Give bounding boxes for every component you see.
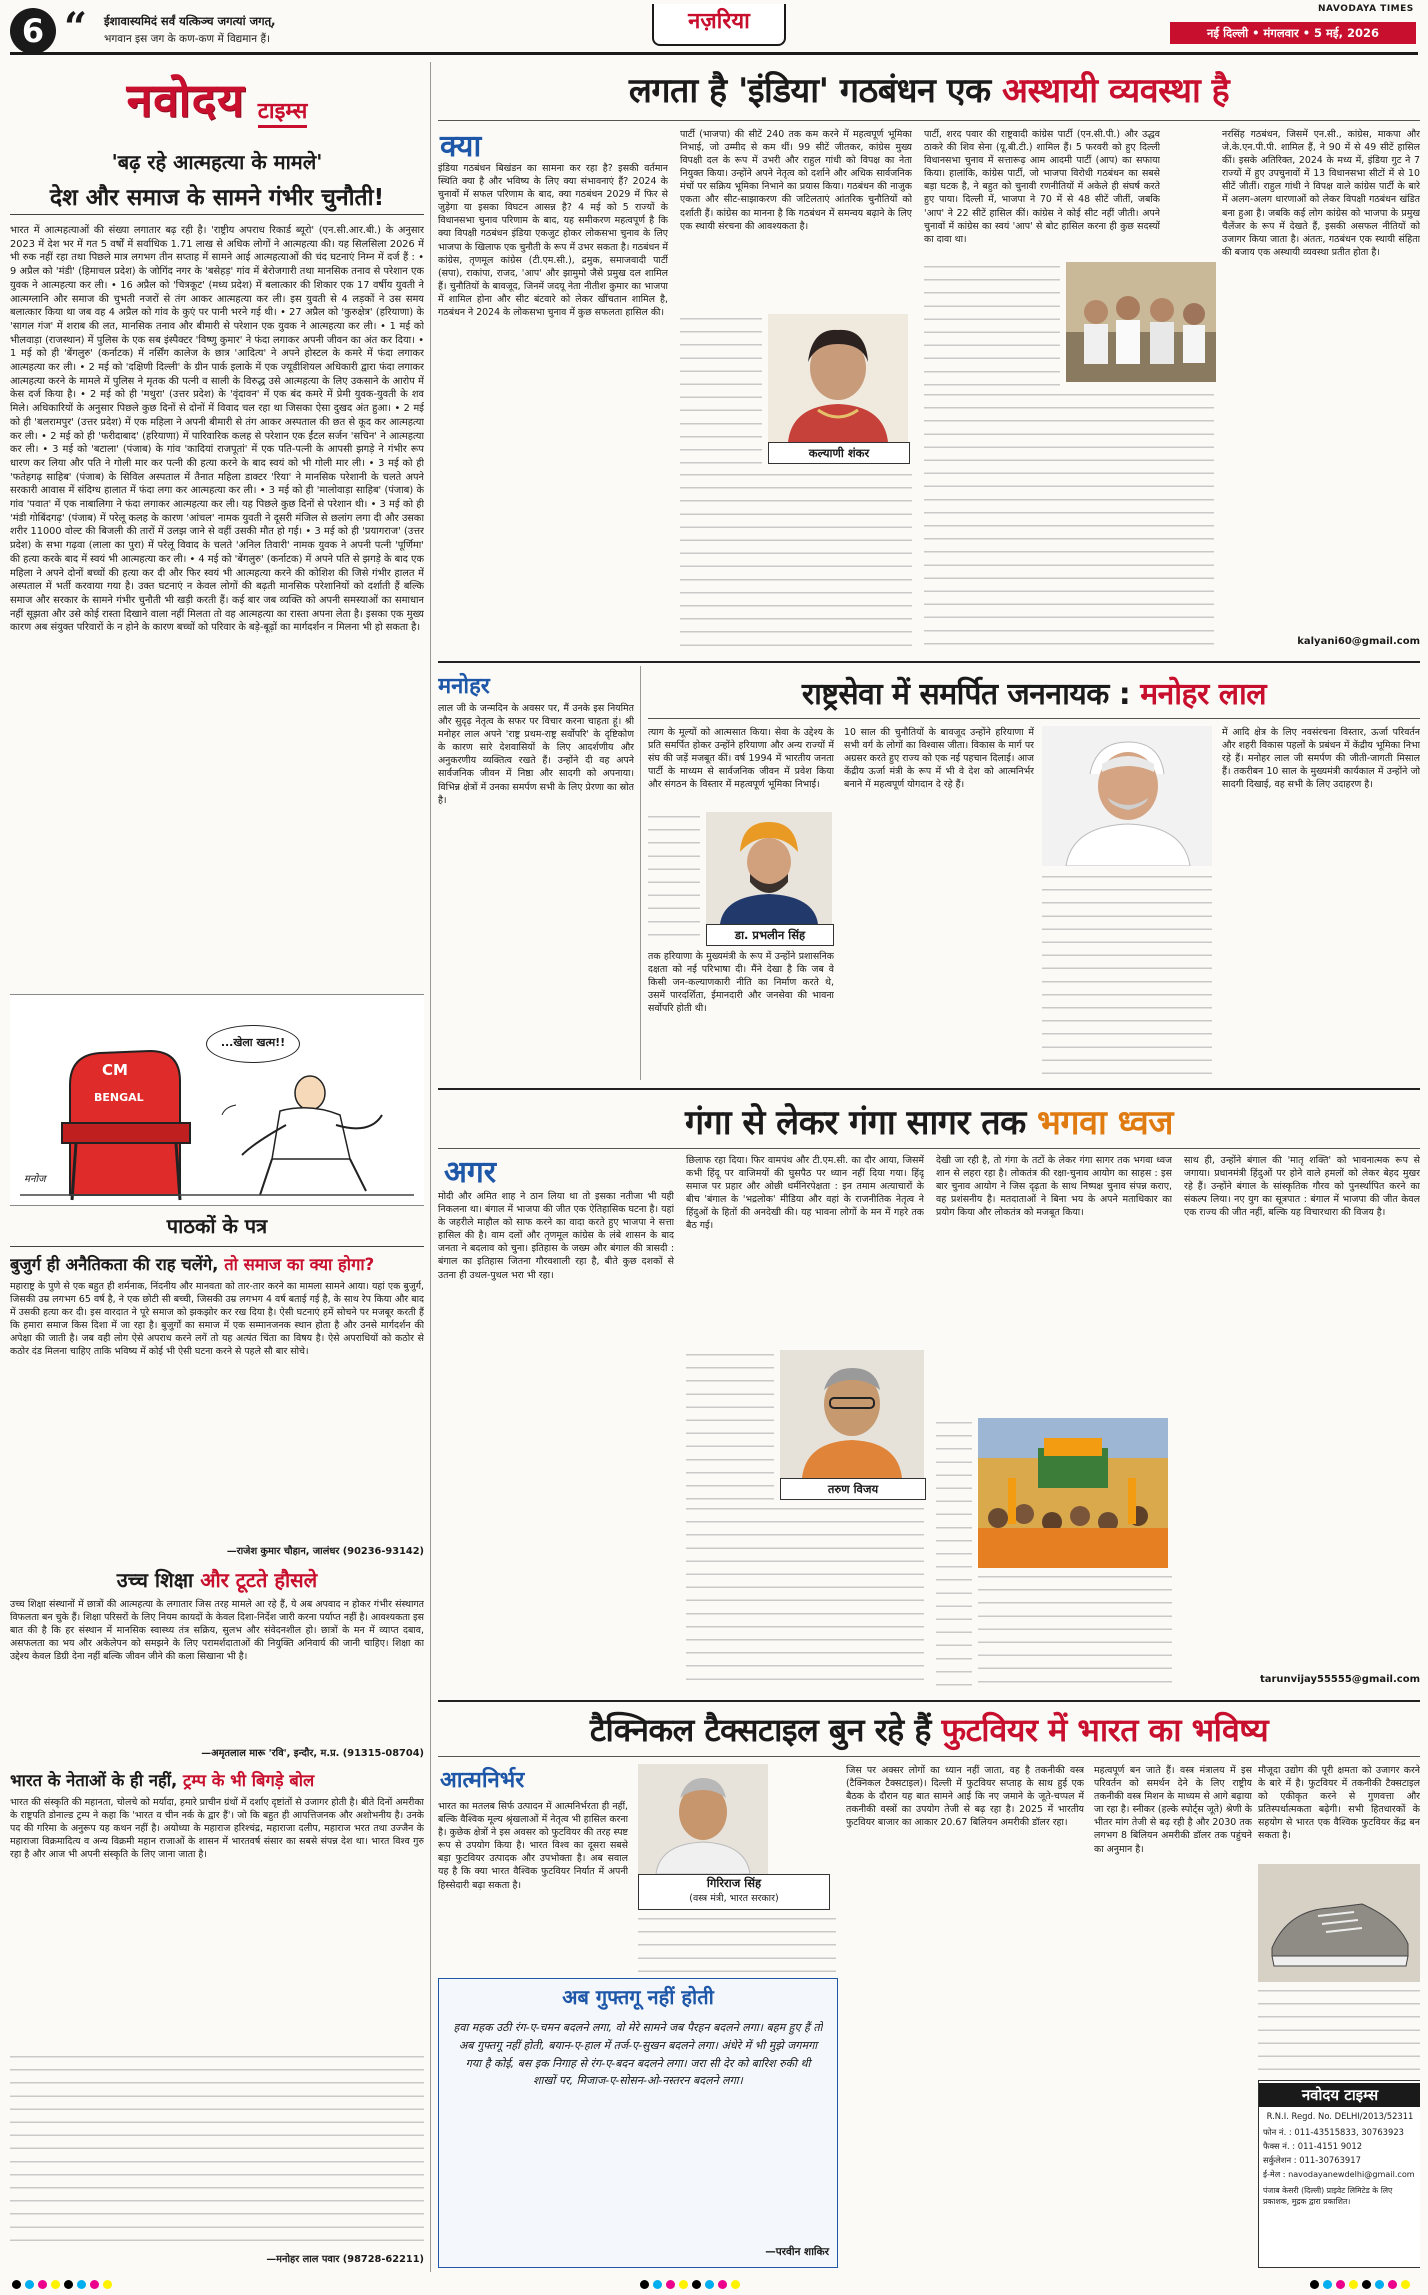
editorial-logo-main: नवोदय: [126, 73, 245, 127]
registration-dots-left: [12, 2280, 112, 2289]
article2-col4: में आदि क्षेत्र के लिए नवसंरचना विस्तार, ऊर्जा परिवर्तन और शहरी विकास पहलों के प्रबंधन में केंद्रीय भूमिका निभा रहे हैं। मनोहर लाल जी समर्पण की जीती-जागती मिसाल हैं। तकरीबन 10 साल के मुख्यमंत्री कार्यकाल में उन्होंने जो सादगी दिखाई, वह सभी के लिए उदाहरण है।: [1222, 727, 1420, 791]
article1-headline: [438, 66, 1420, 112]
letter3-title-a: भारत के नेताओं के ही नहीं,: [10, 1771, 178, 1790]
editorial-logo: [82, 68, 352, 128]
article4-col2: जिस पर अक्सर लोगों का ध्यान नहीं जाता, वह है तकनीकी वस्त्र (टैक्निकल टैक्सटाइल)। दिल्ली में फुटवियर सप्ताह के साथ हुई एक बैठक के दौरान यह बात सामने आई कि नए जमाने के जूते-चप्पल में तकनीकी वस्त्रों का उपयोग तेजी से बढ़ रहा है। 2025 में भारतीय फुटवियर बाजार का आकार 20.67 बिलियन अमरीकी डॉलर रहा।: [846, 1765, 1084, 1829]
letter2-body: उच्च शिक्षा संस्थानों में छात्रों की आत्महत्या के लगातार जिस तरह मामले आ रहे हैं, ये अब अपवाद न होकर गंभीर संस्थागत विफलता बन चुके हैं। शिक्षा परिसरों के लिए नियम कायदों के केवल दिशा-निर्देश जारी करना पर्याप्त नहीं है। आवश्यकता इस बात की है कि हर संस्थान में मानसिक स्वास्थ्य तंत्र सक्रिय, सुलभ और संवेदनशील हो। छात्रों के मन में व्याप्त दबाव, असफलता का भय और अकेलेपन को समझने के लिए परामर्शदाताओं की नियुक्ति अनिवार्य की जानी चाहिए। शिक्षा का उद्देश्य केवल डिग्री देना नहीं बल्कि जीवन जीने की कला सिखाना भी है।: [10, 1599, 424, 1663]
article3-headline-a: गंगा से लेकर गंगा सागर तक: [684, 1103, 1026, 1143]
article2-col3: 10 साल की चुनौतियों के बावजूद उन्होंने हरियाणा में सभी वर्ग के लोगों का विश्वास जीता। विकास के मार्ग पर अग्रसर करते हुए राज्य को एक नई पहचान दिलाई। आज केंद्रीय ऊर्जा मंत्री के रूप में भी वे देश को आत्मनिर्भर बनाने में महत्वपूर्ण योगदान दे रहे हैं।: [844, 727, 1034, 791]
article2-bottom-rule: [438, 1088, 1420, 1090]
letter3-continued: [10, 2052, 424, 2248]
author-photo-prabhleen: [706, 812, 832, 924]
article2-headline-a: राष्ट्रसेवा में समर्पित जननायक :: [801, 677, 1131, 712]
author-photo-kalyani: [768, 314, 908, 442]
article3-bottom-rule: [438, 1700, 1420, 1702]
imprint-phone: फोन नं. : 011-43515833, 30763923: [1263, 2127, 1404, 2137]
article3-headline-b: भगवा ध्वज: [1037, 1103, 1174, 1143]
ghazal-body: हवा महक उठी रंग-ए-चमन बदलने लगा, वो मेरे सामने जब पैरहन बदलने लगा। बहम हुए हैं तो अब गुफ्तगू नहीं होती, बयान-ए-हाल में तर्ज-ए-सुखन बदलने लगा। अंधेरे में भी मुझे जगमगा गया है कोई, बस इक निगाह से रंग-ए-बदन बदलने लगा। जरा सी देर को बारिश रुकी थी शाखों पर, मिजाज-ए-सोसन-ओ-नस्तरन बदलने लगा।: [453, 2021, 823, 2088]
registration-dots-right: [1310, 2280, 1410, 2289]
politicians-photo-icon: [1066, 262, 1216, 382]
article3-photo: [978, 1418, 1168, 1568]
article1-headline-b: अस्थायी व्यवस्था है: [1002, 71, 1230, 111]
article1-col2-lower: [680, 470, 912, 654]
article2-headline: [648, 672, 1420, 713]
letter2-title-a: उच्च शिक्षा: [116, 1568, 194, 1592]
registration-dots-center: [640, 2280, 740, 2289]
article2-rule: [648, 718, 1420, 719]
article3-col3: देखी जा रही है, तो गंगा के तटों के लेकर गंगा सागर तक भगवा ध्वज शान से लहरा रहा है। लोकतंत्र की रक्षा-चुनाव आयोग का साहस : इस बार चुनाव आयोग ने जिस दृढ़ता के साथ निष्पक्ष चुनाव संपन्न कराए, वह प्रशंसनीय है। मतदाताओं ने बिना भय के अपने मताधिकार का प्रयोग किया और लोकतंत्र को मजबूत किया।: [936, 1155, 1172, 1219]
ghazal-title: अब गुफ्तगू नहीं होती: [562, 1985, 714, 2009]
editorial-title-rule: [10, 214, 424, 215]
article1-author-name: कल्याणी शंकर: [768, 442, 910, 464]
ghazal-box: [438, 1978, 838, 2268]
left-column-divider: [430, 62, 431, 2272]
article2-author-name: डा. प्रभलीन सिंह: [706, 924, 834, 946]
author-portrait-icon: [638, 1764, 768, 1874]
article4-headline-a: टैक्निकल टैक्सटाइल बुन रहे हैं: [589, 1711, 931, 1749]
article3-dropcap: अगर: [444, 1155, 497, 1190]
sneaker-photo-icon: [1258, 1864, 1420, 1982]
article1-bottom-rule: [438, 661, 1420, 663]
cartoon-speech-bubble: ...खेला खत्म!!: [206, 1025, 300, 1063]
masthead: [0, 0, 1428, 62]
brand-small: NAVODAYA TIMES: [1318, 4, 1414, 14]
article2-col3-lower: [1042, 872, 1212, 1078]
letter1-title-a: बुजुर्ग ही अनैतिकता की राह चलेंगे,: [10, 1255, 219, 1274]
masthead-rule: [10, 52, 1418, 55]
article1-col2-cont: [680, 314, 762, 464]
imprint-note: पंजाब केसरी (दिल्ली) प्राइवेट लिमिटेड के लिए प्रकाशक, मुद्रक द्वारा प्रकाशित।: [1263, 2186, 1393, 2206]
author-portrait-icon: [706, 812, 832, 924]
letter1-body: महाराष्ट्र के पुणे से एक बहुत ही शर्मनाक, निंदनीय और मानवता को तार-तार करने का मामला सामने आया। यहां एक बुजुर्ग, जिसकी उम्र लगभग 65 वर्ष है, ने एक छोटी सी बच्ची, जिसकी उम्र लगभग 4 वर्ष बताई गई है, के साथ रेप किया और बाद में उसकी हत्या कर दी। इस वारदात ने पूरे समाज को झकझोर कर रख दिया है। ऐसी घटनाएं हमें सोचने पर मजबूर करती हैं कि हमारा समाज किस दिशा में जा रहा है। बुजुर्गों का समाज में एक सम्मानजनक स्थान होता है और उनसे मार्गदर्शन की अपेक्षा की जाती है। जब वही लोग ऐसे अपराध करने लगें तो यह अत्यंत चिंता का विषय है। ऐसे अपराधियों को कठोर से कठोर दंड मिलना चाहिए ताकि भविष्य में कोई भी ऐसी घटना करने से पहले सौ बार सोचे।: [10, 1281, 424, 1358]
author-photo-giriraj: [638, 1764, 768, 1874]
article2-side-divider: [640, 666, 641, 1080]
article2-side-body: लाल जी के जन्मदिन के अवसर पर, मैं उनके इस नियमित और सुदृढ़ नेतृत्व के सफर पर विचार करना चाहता हूं। श्री मनोहर लाल अपने 'राष्ट्र प्रथम-राष्ट्र सर्वोपरि' के दृष्टिकोण के कारण सारे देशवासियों के लिए आदर्शणीय और अनुकरणीय व्यक्तित्व रखते हैं। उन्होंने दी वह अपने सार्वजनिक जीवन में निष्ठा और सादगी को अपनाया। विभिन्न क्षेत्रों में उनका समर्पण सभी के लिए प्रेरणा का स्रोत है।: [438, 703, 634, 806]
article1-col2: पार्टी (भाजपा) की सीटें 240 तक कम करने में महत्वपूर्ण भूमिका निभाई, जो उम्मीद से कम थीं। 99 सीटें जीतकर, कांग्रेस मुख्य विपक्षी दल के रूप में उभरी और राहुल गांधी को विपक्ष का नेता नियुक्त किया। उन्होंने अपने नेतृत्व को दर्शाने और अधिक सार्वजनिक मंचों पर सक्रिय भूमिका निभाने का प्रयास किया। गठबंधन की नाजुक एकता और सीट-साझाकरण की जटिलताएं आंतरिक चुनौतियों को दर्शाती हैं। कांग्रेस का मानना है कि गठबंधन में समन्वय बढ़ाने के लिए एक स्थायी संरचना की आवश्यकता है।: [680, 129, 912, 232]
article2-headline-b: मनोहर लाल: [1140, 677, 1267, 712]
article3-col2-lower: [686, 1504, 924, 1690]
quote-mark-icon: “: [64, 4, 88, 51]
imprint-circulation: सर्कुलेशन : 011-30763917: [1263, 2155, 1361, 2165]
imprint-logo: नवोदय टाइम्स: [1259, 2083, 1420, 2107]
article4-col4: मौजूदा उद्योग की पूरी क्षमता को उजागर करने के बारे में है। फुटवियर में तकनीकी टैक्सटाइल को एकीकृत करने से गुणवत्ता और प्रतिस्पर्धात्मकता बढ़ेगी। सभी हितधारकों के सहयोग से भारत एक वैश्विक फुटवियर केंद्र बन सकता है।: [1258, 1765, 1420, 1842]
cartoon-chair-sub: BENGAL: [94, 1091, 144, 1104]
letters-rule: [10, 1246, 424, 1247]
article4: [438, 1704, 1420, 2270]
letter1-byline: —राजेश कुमार चौहान, जालंधर (90236-93142): [226, 1546, 424, 1557]
letter2-byline: —अमृतलाल मारू 'रवि', इन्दौर, म.प्र. (91315-08704): [201, 1748, 424, 1759]
cartoon: [10, 994, 424, 1206]
article4-author-box: [638, 1874, 830, 1910]
article1-col3-lower: [924, 390, 1214, 654]
article3-col3-lower: [978, 1572, 1172, 1690]
article4-author-name: गिरिराज सिंह: [706, 1876, 762, 1890]
editorial: [10, 62, 424, 1247]
article1-email: kalyani60@gmail.com: [1297, 636, 1420, 647]
article2-side-head: मनोहर: [438, 674, 490, 699]
article3-email: tarunvijay55555@gmail.com: [1259, 1674, 1420, 1685]
section-tab: [652, 4, 786, 46]
article1-dropcap: क्या: [440, 129, 482, 164]
cartoon-drawing: [10, 995, 424, 1205]
author-portrait-icon: [768, 314, 908, 442]
article2-col1: त्याग के मूल्यों को आत्मसात किया। सेवा के उद्देश्य के प्रति समर्पित होकर उन्होंने हरियाणा और अन्य राज्यों में संघ की जड़ें मजबूत कीं। वर्ष 1994 में भारतीय जनता पार्टी के माध्यम से सार्वजनिक जीवन में प्रवेश किया और संगठन के विस्तार में महत्वपूर्ण भूमिका निभाई।: [648, 727, 834, 791]
article2-col2: तक हरियाणा के मुख्यमंत्री के रूप में उन्होंने प्रशासनिक दक्षता को नई परिभाषा दी। मैंने देखा है कि जब वे किसी जन-कल्याणकारी नीति का निर्माण करते थे, उसमें पारदर्शिता, ईमानदारी और जनसेवा की भावना सर्वोपरि होती थी।: [648, 951, 834, 1015]
editorial-body: भारत में आत्महत्याओं की संख्या लगातार बढ़ रही है। 'राष्ट्रीय अपराध रिकार्ड ब्यूरो' (एन.सी.आर.बी.) के अनुसार 2023 में देश भर में गत 5 वर्षों में सर्वाधिक 1.71 लाख से अधिक लोगों ने आत्महत्या की। यह सिलसिला 2026 में भी रुक नहीं रहा तथा पिछले मात्र लगभग तीन सप्ताह में सामने आई आत्महत्याओं की चंद घटनाएं निम्न में दर्ज हैं : • 9 अप्रैल को 'मंडी' (हिमाचल प्रदेश) के जोगिंद नगर के 'बसेहड़' गांव में बेरोजगारी तथा मानसिक तनाव से परेशान एक युवक ने आत्महत्या कर ली। • 16 अप्रैल को 'चित्रकूट' (मध्य प्रदेश) में बलात्कार की शिकार एक 17 वर्षीय युवती ने आत्मग्लानि और समाज की चुभती नजरों से तंग आकर आत्महत्या कर ली। इस युवती से 4 लड़कों ने उस समय बलात्कार किया था जब वह 4 अप्रैल को गांव के कुएं पर पानी भरने गई थी। • 27 अप्रैल को 'कुरुक्षेत्र' (हरियाणा) के 'सागल गंज' में शराब की लत, मानसिक तनाव और बीमारी से परेशान एक युवक ने आत्महत्या कर ली। • 1 मई को भीलवाड़ा (राजस्थान) में पुलिस के एक सब इंस्पैक्टर 'विष्णु कुमार' ने फंदा लगाकर अपनी जीवन का अंत कर दिया। • 1 मई को ही 'बेंगलुरु' (कर्नाटक) में नर्सिंग कालेज के छात्र 'आदित्य' ने अपने होस्टल के कमरे में फंदा लगाकर आत्महत्या कर ली। • 2 मई को 'दक्षिणी दिल्ली' के ग्रीन पार्क इलाके में एक ज्यूडीशियल अधिकारी द्वारा फंदा लगाकर आत्महत्या करने के मामले में पुलिस ने मृतक की पत्नी व साली के विरुद्ध उसे आत्महत्या के लिए उकसाने के आरोप में केस दर्ज किया है। • 2 मई को ही 'मथुरा' (उत्तर प्रदेश) के 'वृंदावन' में एक बंद कमरे में प्रेमी युवक-युवती के शव मिले। अधिकारियों के अनुसार पिछले कुछ दिनों से दोनों में विवाद चल रहा था जिसका ऐसा दुखद अंत हुआ। • 2 मई को ही 'बलरामपुर' (उत्तर प्रदेश) में एक महिला ने अपनी बीमारी से तंग आकर अस्पताल की छत से कूद कर आत्महत्या कर ली। • 2 मई को ही 'फरीदाबाद' (हरियाणा) में पारिवारिक कलह से परेशान एक ईंटल सर्जन 'सचिन' ने आत्महत्या कर ली। • 3 मई को 'बटाला' (पंजाब) के गांव 'कादियां राजपूतां' में एक पति-पत्नी के आपसी झगड़े ने गंभीर रूप धारण कर लिया और पति ने गोली मार कर पत्नी की हत्या करने के बाद स्वयं को भी गोली मार ली। • 3 मई को ही 'फतेहगढ़ साहिब' (पंजाब) के सिविल अस्पताल में तैनात महिला डाक्टर 'रिया' ने मानसिक परेशानी के चलते अपने सरकारी आवास में संदिग्ध हालात में फंदा लगा कर आत्महत्या कर ली। • 3 मई को ही 'मालोवाड़ा साहिब' (पंजाब) के गांव 'पवात' में एक नाबालिगा ने फंदा लगाकर आत्महत्या कर ली। यह पिछले कुछ दिनों से परेशान थी। • 3 मई को ही 'मंडी गोबिंदगढ़' (पंजाब) में परेलू कलह के कारण 'आंचल' नामक युवती ने दूसरी मंजिल से छलांग लगा दी और उसका शरीर 11000 वोल्ट की बिजली की तारों में उलझ जाने से वहीं उसकी मौत हो गई। • 3 मई को ही 'प्रयागराज' (उत्तर प्रदेश) के सभा गढ़वा (लाला का पुरा) में परेलू विवाद के चलते 'अनिल तिवारी' नामक युवक ने अपनी पत्नी 'पूर्णिमा' की हत्या करके बाद में स्वयं भी आत्महत्या कर ली। • 4 मई को 'बेंगलुरु' (कर्नाटक) में अपने पति से झगड़े के बाद एक महिला ने अपने दोनों बच्चों की हत्या कर दी और फिर स्वयं भी आत्महत्या करने की कोशिश की जिसे गंभीर हालत में अस्पताल में भर्ती करवाया गया है। उक्त घटनाएं न केवल लोगों की बढ़ती मानसिक परेशानियों को दर्शाती हैं बल्कि समाज और सरकार के सामने गंभीर चुनौती भी खड़ी करती हैं। कई बार जब व्यक्ति को अपनी समस्याओं का समाधान नहीं सूझता और उसे कोई रास्ता दिखाने वाला नहीं मिलता तो वह आत्महत्या का रास्ता अपना लेता है। इसका एक मुख्य कारण अब संयुक्त परिवारों के न होने के कारण बच्चों को परिवार के बड़े-बूढ़ों का मार्गदर्शन न मिलना भी हो सकता है।: [10, 225, 424, 634]
editorial-title-line2: देश और समाज के सामने गंभीर चुनौती!: [49, 185, 385, 211]
imprint-box: [1258, 2080, 1420, 2268]
letters-heading: पाठकों के पत्र: [166, 1214, 268, 1238]
dateline: नई दिल्ली • मंगलवार • 5 मई, 2026: [1170, 22, 1416, 44]
letter3-byline: —मनोहर लाल पवार (98728-62211): [266, 2254, 424, 2265]
manohar-lal-portrait-icon: [1042, 726, 1212, 866]
cartoon-chair-label: CM: [102, 1061, 128, 1079]
article3-author-name: तरुण विजय: [780, 1478, 926, 1500]
article4-col1-cont: [638, 1914, 836, 1972]
masthead-quote-sub: भगवान इस जग के कण-कण में विद्यमान हैं।: [104, 33, 270, 45]
article2-col1-left: [648, 812, 700, 946]
article4-rule: [438, 1756, 1420, 1757]
author-portrait-icon: [780, 1350, 924, 1478]
print-registration-strip: [0, 2278, 1428, 2292]
article1-col3-left: [924, 262, 1060, 386]
article4-headline-b: फुटवियर में भारत का भविष्य: [941, 1711, 1269, 1749]
article1-rule: [438, 120, 1420, 121]
article4-col4-lower: [1258, 1986, 1420, 2076]
letter3-title-b: ट्रम्प के भी बिगड़े बोल: [183, 1771, 315, 1790]
letter3-title: [10, 1768, 424, 1791]
author-photo-tarun: [780, 1350, 924, 1478]
letters: [10, 1246, 424, 2271]
section-label: नज़रिया: [688, 9, 750, 34]
article4-side-head: आत्मनिर्भर: [440, 1768, 525, 1793]
article3-col2: छिलाफ रहा दिया। फिर वामपंथ और टी.एम.सी. का दौर आया, जिसमें कभी हिंदू पर वाजिमयों की घुसपैठ पर ध्यान नहीं दिया गया। हिंदू समाज पर प्रहार और ओछी धर्मनिरपेक्षता : इन तमाम अत्याचारों के बीच 'बंगाल के 'भद्रलोक' मीडिया और वहां के राजनीतिक नेतृत्व ने हिंदुओं के हितों की अनदेखी की। यह भावना लोगों के मन में गहरे तक बैठ गई।: [686, 1155, 924, 1232]
letter1-title: [10, 1252, 424, 1275]
imprint-regno: R.N.I. Regd. No. DELHI/2013/52311: [1266, 2111, 1414, 2121]
article3-col1: मोदी और अमित शाह ने ठान लिया था तो इसका नतीजा भी यही निकलना था। बंगाल में भाजपा की जीत एक ऐतिहासिक घटना है। यहां के जहरीले माहौल को साफ करने का वादा करते हुए भाजपा ने सत्ता हासिल की है। वाम दलों और तृणमूल कांग्रेस के लंबे शासन के बाद जनता ने बदलाव को चुना। इतिहास के जख्म और बंगाल की त्रासदी : बंगाल का इतिहास जितना गौरवशाली रहा है, बीते कुछ दशकों से उतना ही उथल-पुथल भरा भी रहा।: [438, 1191, 674, 1281]
article3-col3-left: [936, 1418, 972, 1690]
imprint-fax: फैक्स नं. : 011-4151 9012: [1263, 2141, 1363, 2151]
article2-photo: [1042, 726, 1212, 866]
article3-rule: [438, 1148, 1420, 1149]
article4-author-role: (वस्त्र मंत्री, भारत सरकार): [689, 1893, 779, 1904]
page-number: 6: [10, 8, 56, 54]
article4-col3: महत्वपूर्ण बन जाते हैं। वस्त्र मंत्रालय में इस परिवर्तन को समर्थन देने के लिए राष्ट्रीय तकनीकी वस्त्र मिशन के माध्यम से आगे बढ़ाया जा रहा है। स्नीकर (हल्के स्पोर्ट्स जूते) श्रेणी के भीतर मांग तेजी से बढ़ रही है और 2030 तक लगभग 8 बिलियन अमरीकी डॉलर तक पहुंचने का अनुमान है।: [1094, 1765, 1252, 1855]
ghazal-byline: —परवीन शाकिर: [765, 2246, 829, 2258]
cartoon-signature: मनोज: [24, 1174, 46, 1185]
article1-col1: इंडिया गठबंधन बिखंडन का सामना कर रहा है? इसकी वर्तमान स्थिति क्या है और भविष्य के लिए क्या संभावनाएं हैं? 2024 के चुनावों में सफल परिणाम के बाद, क्या गठबंधन 2029 में फिर से जुड़ेगा या इसका विघटन आसन्न है? 4 मई को 5 राज्यों के विधानसभा चुनाव परिणाम के बाद, यह समीकरण महत्वपूर्ण है कि क्या विपक्षी गठबंधन इंडिया एकजुट होकर लोकसभा चुनाव के लिए भाजपा के खिलाफ एक चुनौती के रूप में उभर सकता है। गठबंधन में कांग्रेस, तृणमूल कांग्रेस (टी.एम.सी.), द्रमुक, समाजवादी पार्टी (सपा), राकांपा, राजद, 'आप' और झामुमो जैसे प्रमुख दल शामिल हैं। चुनौतियों के बावजूद, जिनमें जदयू नेता नीतीश कुमार का भाजपा में शामिल होना और सीट बंटवारे को लेकर खींचतान शामिल है, गठबंधन ने 2024 के लोकसभा चुनाव में कुछ सफलता हासिल की।: [438, 163, 668, 319]
rally-crowd-photo-icon: [978, 1418, 1168, 1568]
article3-col4: साथ ही, उन्होंने बंगाल की 'मातृ शक्ति' को भावनात्मक रूप से जगाया। प्रधानमंत्री हिंदुओं पर होने वाले हमलों को लेकर बेहद मुखर रहे हैं। उन्होंने बंगाल के सांस्कृतिक गौरव को पुनर्स्थापित करने का संकल्प लिया। नए युग का सूत्रपात : बंगाल में भाजपा की जीत केवल एक राज्य की जीत नहीं, बल्कि यह विचारधारा की विजय है।: [1184, 1155, 1420, 1219]
article1-headline-a: लगता है 'इंडिया' गठबंधन एक: [628, 71, 991, 111]
article3-col2-left: [686, 1350, 774, 1500]
letter2-title: [10, 1566, 424, 1593]
article1-photo: [1066, 262, 1216, 382]
article3: [438, 1092, 1420, 1696]
article4-headline: [438, 1708, 1420, 1751]
masthead-quote: ईशावास्यमिदं सर्वं यत्किञ्च जगत्यां जगत्,: [104, 14, 276, 28]
editorial-logo-sub: टाइम्स: [258, 95, 308, 128]
article3-headline: [438, 1098, 1420, 1144]
article2: [438, 666, 1420, 1084]
imprint-email: ई-मेल : navodayanewdelhi@gmail.com: [1263, 2169, 1415, 2179]
article4-col1: भारत का मतलब सिर्फ उत्पादन में आत्मनिर्भरता ही नहीं, बल्कि वैश्विक मूल्य श्रृंखलाओं में नेतृत्व भी हासिल करना है। कुछेक क्षेत्रों ने इस अवसर को फुटवियर की तरह स्पष्ट रूप से उपयोग किया है। भारत विश्व का दूसरा सबसे बड़ा फुटवियर उत्पादक और उपभोक्ता है। अब सवाल यह है कि क्या भारत वैश्विक फुटवियर निर्यात में अपनी हिस्सेदारी बढ़ा सकता है।: [438, 1801, 628, 1891]
letter3-body: भारत की संस्कृति की महानता, चोलचे को मर्यादा, हमारे प्राचीन ग्रंथों में दर्शाए दृष्टांतों से उजागर होती है। बीते दिनों अमरीका के राष्ट्रपति डोनाल्ड ट्रम्प ने कहा कि 'भारत व चीन नर्क के द्वार हैं'। जो कि बहुत ही आपत्तिजनक और अशोभनीय है। उनके पद की गरिमा के अनुरूप यह कथन नहीं है। अयोध्या के महाराज हरिश्चंद्र, महाराजा दलीप, महाराज भरत तथा उज्जैन के महाराजा विक्रमादित्य व अन्य विक्रमी महान राजाओं के शासन में भारतवर्ष संसार का सबसे संपन्न देश था। भारत विश्व गुरु रहा है और आज भी अपनी संस्कृति के लिए जाना जाता है।: [10, 1797, 424, 1861]
letter1-title-b: तो समाज का क्या होगा?: [224, 1255, 375, 1274]
article1-col3: पार्टी, शरद पवार की राष्ट्रवादी कांग्रेस पार्टी (एन.सी.पी.) और उद्धव ठाकरे की शिव सेना (यू.बी.टी.) शामिल हैं। 5 फरवरी को हुए दिल्ली विधानसभा चुनाव में सत्तारूढ़ आम आदमी पार्टी (आप) का सफाया किया। हालांकि, कांग्रेस पार्टी, जो भाजपा विरोधी गठबंधन का सबसे बड़ा घटक है, ने बहुत को चुनावी रणनीतियों में अकेले ही संघर्ष करते हुए पाया। दिल्ली में, भाजपा ने 70 में से 48 सीटें जीतीं, जबकि 'आप' ने 22 सीटें हासिल कीं। कांग्रेस ने कोई सीट नहीं जीती। अपने चुनावों में कांग्रेस का स्वयं 'आप' से बोट हासिल करना ही कुछ सदस्यों का दावा था।: [924, 129, 1160, 245]
article4-photo: [1258, 1864, 1420, 1982]
letter2-title-b: और टूटते हौसले: [200, 1568, 318, 1592]
article1-col4: नरसिंह गठबंधन, जिसमें एन.सी., कांग्रेस, माकपा और जे.के.एन.पी.पी. शामिल हैं, ने 90 में से 49 सीटें हासिल कीं। इसके अतिरिक्त, 2024 के मध्य में, इंडिया गुट ने 7 राज्यों में हुए उपचुनावों में 13 विधानसभा सीटों में से 10 सीटें जीतीं। राहुल गांधी ने विपक्ष वाले कांग्रेस पार्टी के बारे में अलग-अलग धारणाओं को लेकर विपक्षी गठबंधन खंडित बना हुआ है। जबकि कई लोग कांग्रेस को भाजपा के प्रमुख चैलेंजर के रूप में देखते हैं, इसकी असफल नीतियों को उजागर किया जाता है। अंततः, गठबंधन एक स्थायी संहिता की बजाय एक अस्थायी व्यवस्था प्रतीत होता है।: [1222, 129, 1420, 258]
editorial-title-line1: 'बढ़ रहे आत्महत्या के मामले': [111, 150, 323, 174]
article1: [438, 62, 1420, 658]
